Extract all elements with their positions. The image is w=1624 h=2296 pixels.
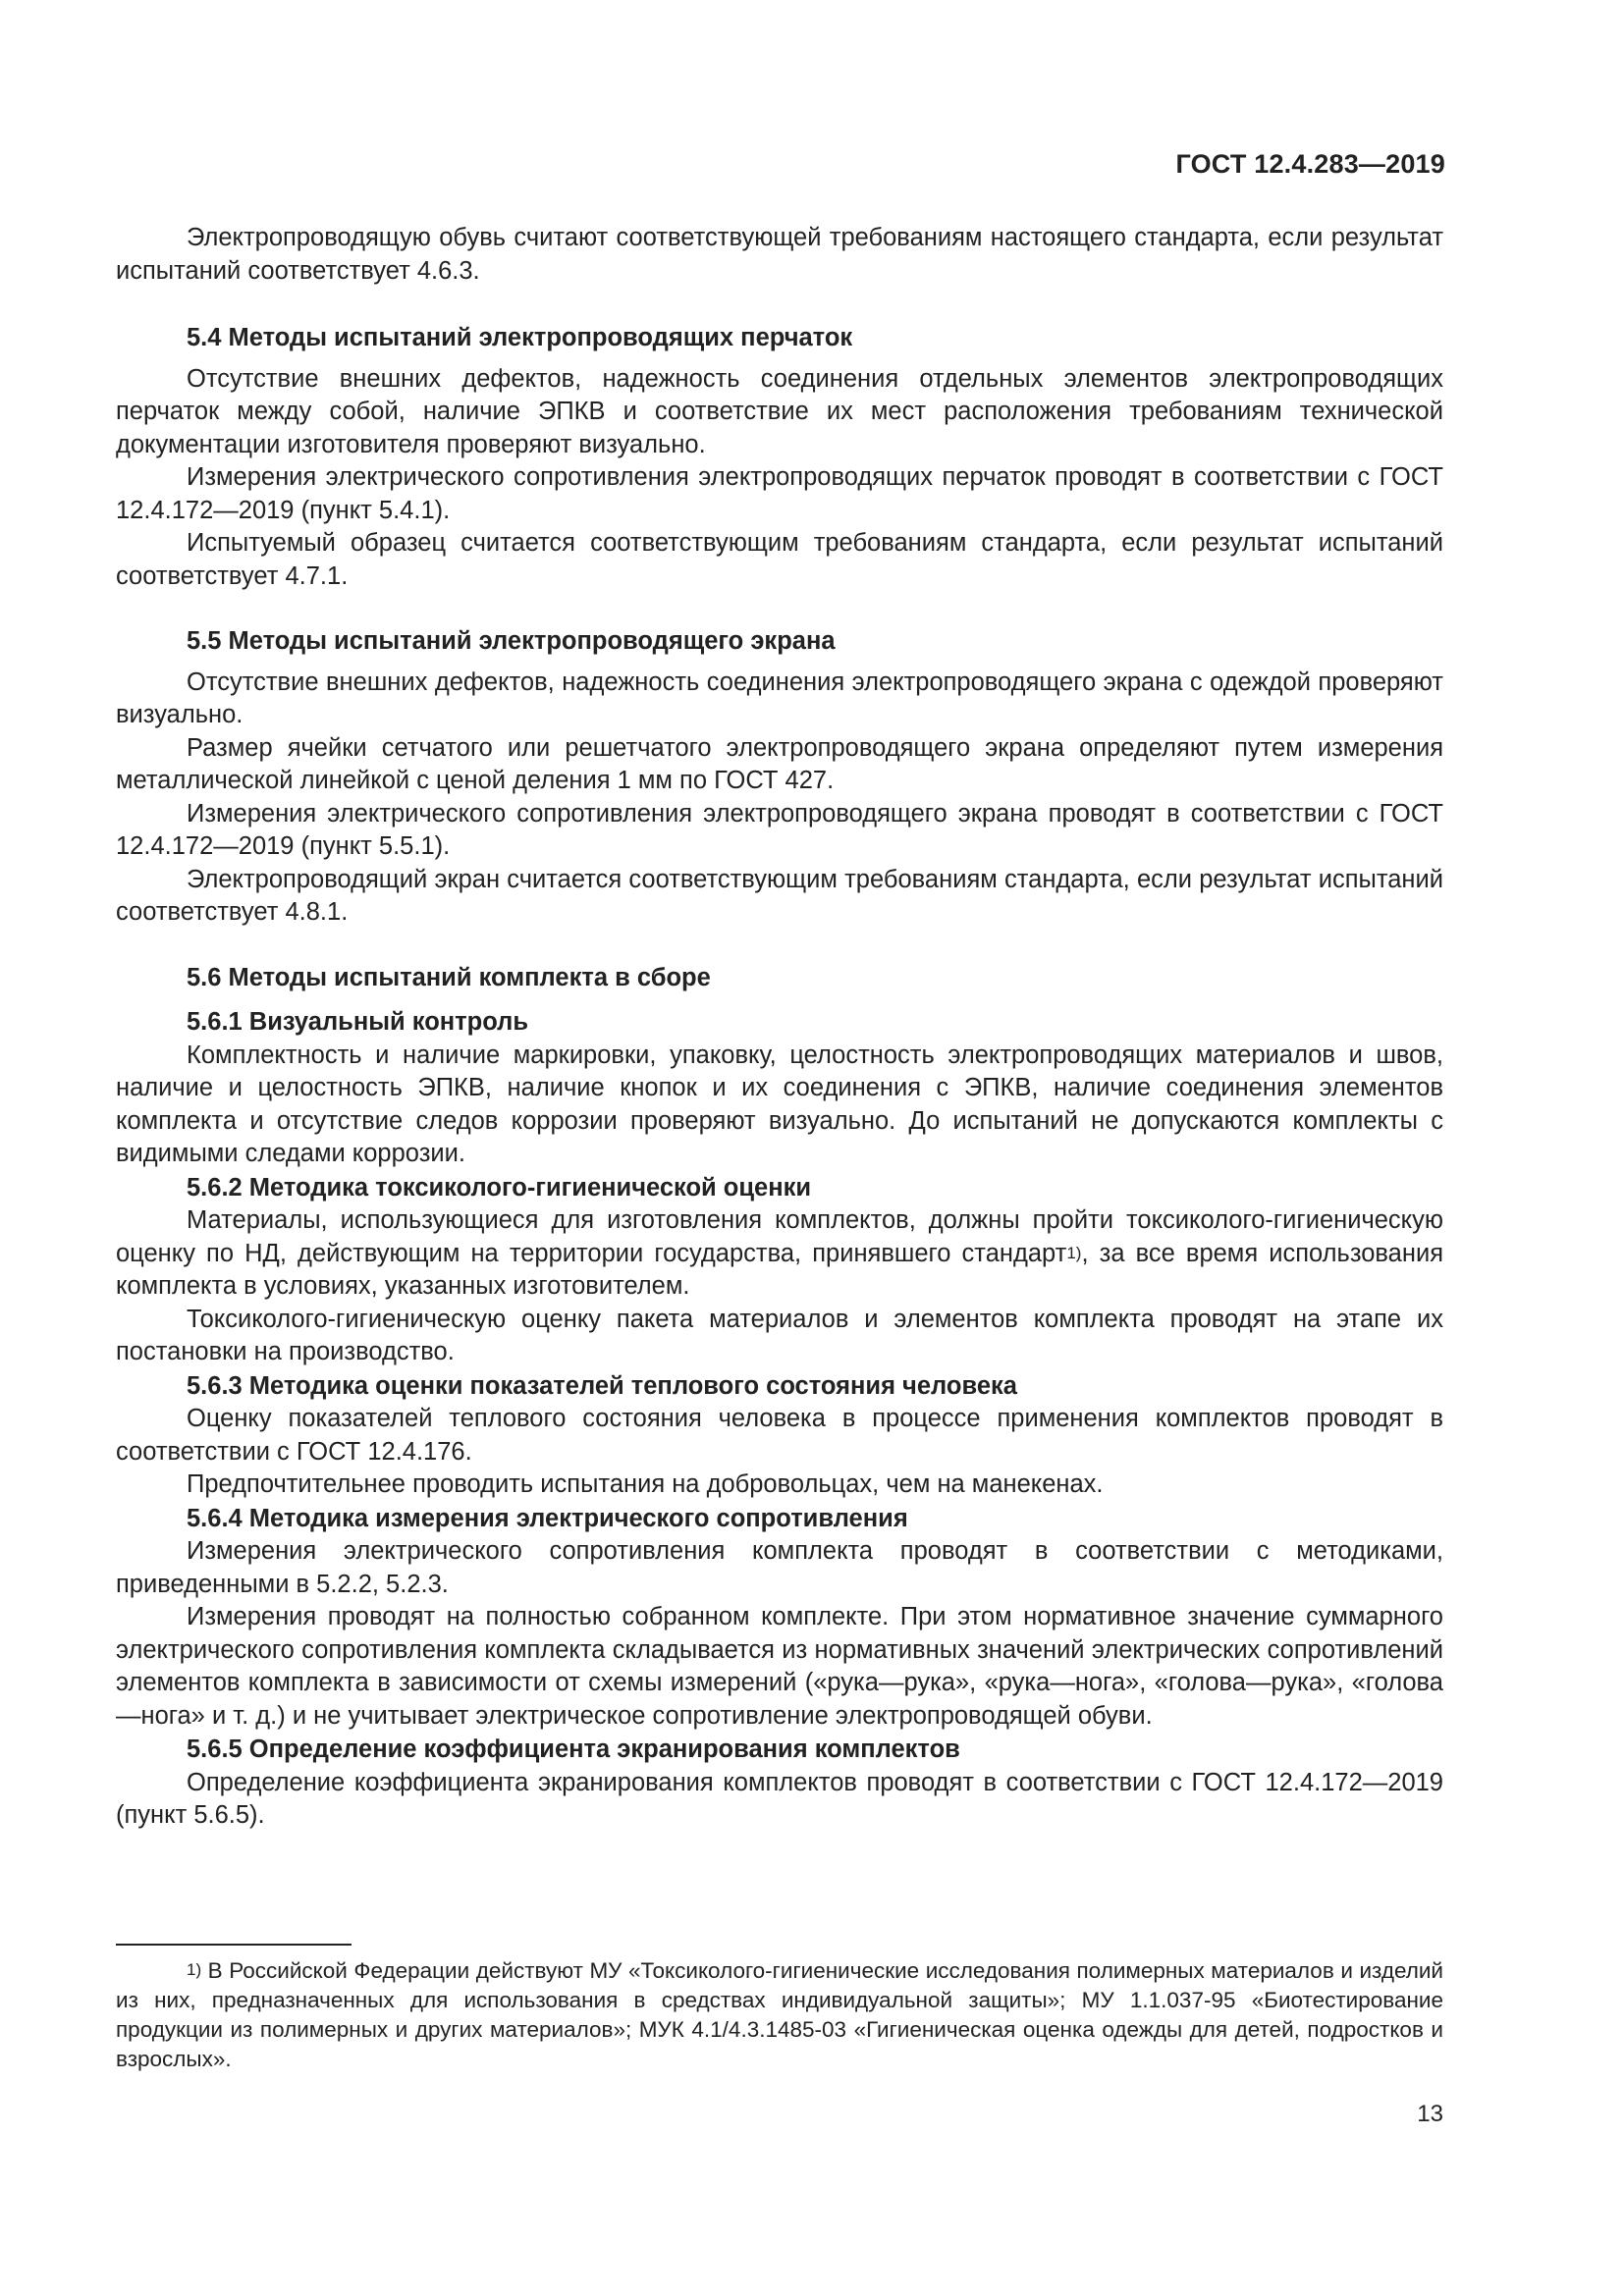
page-body	[116, 222, 1443, 1833]
section-5-6-2-paragraph-2: Токсиколого-гигиеническую оценку пакета материалов и элементов комплекта проводят на этапе их постановки на производство.	[116, 1305, 1443, 1365]
footnote	[116, 1956, 1443, 2074]
section-5-6-2-paragraph-1-text-b: , за все время использования комплекта в условиях, указанных изготовителем.	[116, 1239, 1443, 1300]
section-5-6-1-heading: 5.6.1 Визуальный контроль	[187, 1008, 529, 1036]
section-5-5-paragraph-3: Измерения электрического сопротивления электропроводящего экрана проводят в соответствии с ГОСТ 12.4.172—2019 (пункт 5.5.1).	[116, 799, 1443, 860]
section-5-6-heading: 5.6 Методы испытаний комплекта в сборе	[187, 963, 711, 991]
section-5-6-3-heading: 5.6.3 Методика оценки показателей теплового состояния человека	[187, 1371, 1017, 1400]
footnote-paragraph	[116, 1956, 1443, 2074]
section-5-5-paragraph-1: Отсутствие внешних дефектов, надежность соединения электропроводящего экрана с одеждой проверяют визуально.	[116, 667, 1443, 728]
section-5-6-4-paragraph-2: Измерения проводят на полностью собранном комплекте. При этом нормативное значение суммарного электрического сопротивления комплекта складывается из нормативных значений электрических сопротивлений элементов комплекта в зависимости от схемы измерений («рука—рука», «рука—нога», «голова—рука», «голова—нога» и т. д.) и не учитывает электрическое сопротивление электропроводящей обуви.	[116, 1603, 1443, 1730]
section-5-6-2-paragraph-1	[116, 1204, 1443, 1304]
section-5-6-5-heading: 5.6.5 Определение коэффициента экранирования комплектов	[187, 1735, 960, 1763]
section-5-5-heading: 5.5 Методы испытаний электропроводящего экрана	[187, 627, 836, 655]
section-5-4-heading: 5.4 Методы испытаний электропроводящих перчаток	[187, 324, 853, 351]
section-5-6-4-paragraph-1: Измерения электрического сопротивления комплекта проводят в соответствии с методиками, приведенными в 5.2.2, 5.2.3.	[116, 1537, 1443, 1598]
section-5-6-1-paragraph-1: Комплектность и наличие маркировки, упаковку, целостность электропроводящих материалов и швов, наличие и целостность ЭПКВ, наличие кнопок и их соединения с ЭПКВ, наличие соединения элементов комплекта и отсутствие следов коррозии проверяют визуально. До испытаний не допускаются комплекты с видимыми следами коррозии.	[116, 1041, 1443, 1167]
section-5-5-paragraph-4: Электропроводящий экран считается соответствующим требованиям стандарта, если результат испытаний соответствует 4.8.1.	[116, 865, 1443, 926]
section-5-6-4-heading: 5.6.4 Методика измерения электрического сопротивления	[187, 1504, 908, 1532]
section-5-6-3-paragraph-2: Предпочтительнее проводить испытания на добровольцах, чем на манекенах.	[187, 1470, 1104, 1498]
page-number: 13	[1417, 2101, 1443, 2127]
footnote-reference: 1)	[1066, 1243, 1082, 1262]
section-5-4-paragraph-1: Отсутствие внешних дефектов, надежность соединения отдельных элементов электропроводящих перчаток между собой, наличие ЭПКВ и соответствие их мест расположения требованиям технической документации изготовителя проверяют визуально.	[116, 364, 1443, 458]
footnote-marker: 1)	[187, 1960, 202, 1979]
section-5-6-2-heading: 5.6.2 Методика токсиколого-гигиенической оценки	[187, 1173, 812, 1201]
section-5-5-paragraph-2: Размер ячейки сетчатого или решетчатого электропроводящего экрана определяют путем измерения металлической линейкой с ценой деления 1 мм по ГОСТ 427.	[116, 733, 1443, 794]
document-code: ГОСТ 12.4.283—2019	[1175, 149, 1445, 179]
section-5-6-5-paragraph-1: Определение коэффициента экранирования комплектов проводят в соответствии с ГОСТ 12.4.172—2019 (пункт 5.6.5).	[116, 1768, 1443, 1829]
intro-paragraph: Электропроводящую обувь считают соответствующей требованиям настоящего стандарта, если результат испытаний соответствует 4.6.3.	[116, 224, 1443, 285]
section-5-6-3-paragraph-1: Оценку показателей теплового состояния человека в процессе применения комплектов проводят в соответствии с ГОСТ 12.4.176.	[116, 1405, 1443, 1466]
section-5-6-2-paragraph-1-text-a: Материалы, использующиеся для изготовления комплектов, должны пройти токсиколого-гигиеническую оценку по НД, действующим на территории государства, принявшего стандарт	[116, 1206, 1443, 1267]
footnote-text: В Российской Федерации действуют МУ «Токсиколого-гигиенические исследования полимерных материалов и изделий из них, предназначенных для использования в средствах индивидуальной защиты»; МУ 1.1.037-95 «Биотестирование продукции из полимерных и других материалов»; МУК 4.1/4.3.1485-03 «Гигиеническая оценка одежды для детей, подростков и взрослых».	[116, 1958, 1443, 2071]
section-5-4-paragraph-3: Испытуемый образец считается соответствующим требованиям стандарта, если результат испытаний соответствует 4.7.1.	[116, 529, 1443, 590]
footnote-divider	[116, 1944, 352, 1946]
section-5-4-paragraph-2: Измерения электрического сопротивления электропроводящих перчаток проводят в соответствии с ГОСТ 12.4.172—2019 (пункт 5.4.1).	[116, 463, 1443, 524]
